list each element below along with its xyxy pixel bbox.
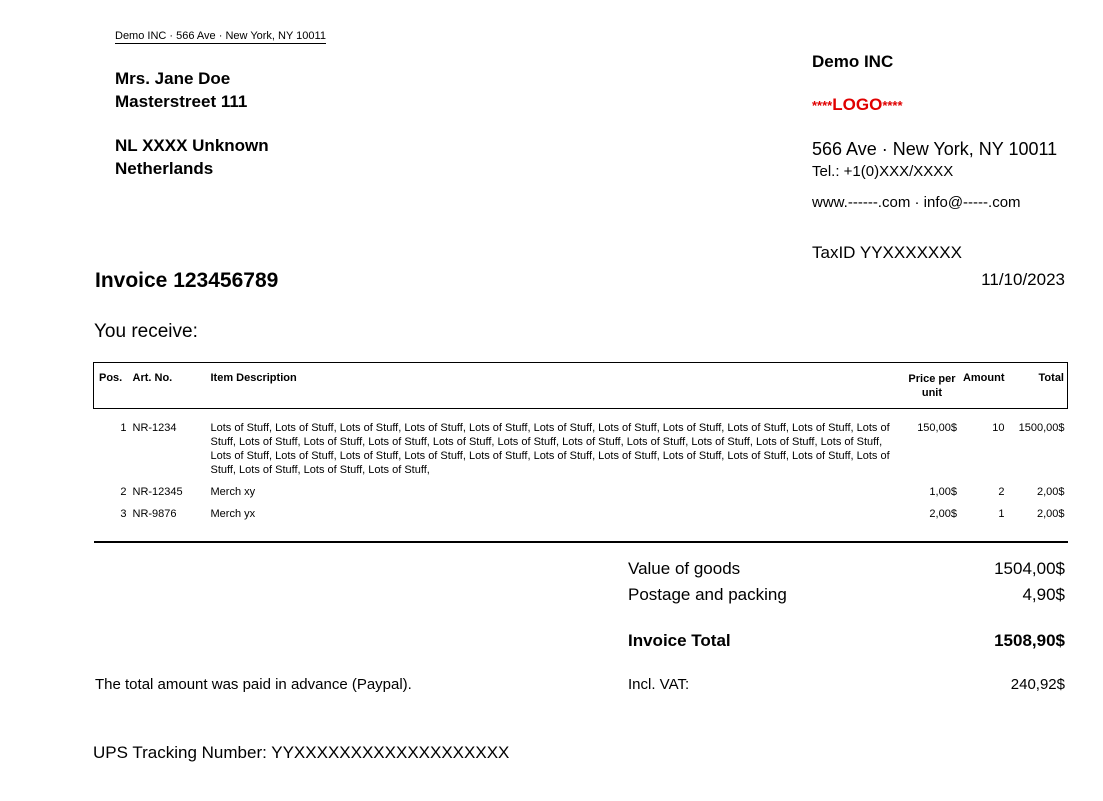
row-description: Merch xy [210, 486, 256, 498]
invoice-title: Invoice 123456789 [95, 269, 279, 292]
company-taxid: TaxID YYXXXXXXX [812, 243, 962, 262]
logo-word: LOGO [832, 95, 883, 114]
row-total: 1500,00$ [1018, 422, 1065, 434]
table-row [94, 477, 1068, 499]
row-amount: 2 [998, 486, 1005, 498]
row-amount: 1 [998, 508, 1005, 520]
recipient-street: Masterstreet 111 [115, 92, 248, 111]
value-of-goods-label: Value of goods [628, 559, 741, 578]
row-art-no: NR-12345 [132, 486, 183, 498]
header-description: Item Description [208, 363, 904, 409]
header-pos: Pos. [94, 363, 130, 409]
recipient-name: Mrs. Jane Doe [115, 69, 231, 88]
row-price: 1,00$ [929, 486, 957, 498]
recipient-city: NL XXXX Unknown [115, 136, 269, 155]
items-table [93, 362, 1068, 543]
invoice-total-label: Invoice Total [628, 631, 731, 650]
table-header-row [94, 363, 1068, 409]
table-bottom-rule [94, 542, 1068, 543]
postage-value: 4,90$ [1022, 585, 1065, 604]
table-row [94, 499, 1068, 542]
row-price: 150,00$ [917, 422, 957, 434]
company-name: Demo INC [812, 52, 894, 71]
row-description: Lots of Stuff, Lots of Stuff, Lots of Stuff, Lots of Stuff, Lots of Stuff, Lots of Stuff, Lots of Stuff, Lots of Stuff, Lots of Stuff, Lots of Stuff, Lots of Stuff, Lots of Stuff, Lots of Stuff, Lots of Stuff, Lots of Stuff, Lots of Stuff, Lots of Stuff, Lots of Stuff, Lots of Stuff, Lots of Stuff, Lots of Stuff, Lots of Stuff, Lots of Stuff, Lots of Stuff, Lots of Stuff, Lots of Stuff, Lots of Stuff, Lots of Stuff, Lots of Stuff, Lots of Stuff, Lots of Stuff, Lots of Stuff, Lots of Stuff, Lots of Stuff, Lots of Stuff, [210, 422, 890, 476]
row-pos: 1 [120, 422, 127, 434]
table-row [94, 409, 1068, 478]
tracking-number: UPS Tracking Number: YYXXXXXXXXXXXXXXXXXXX [93, 743, 510, 762]
recipient-country: Netherlands [115, 159, 214, 178]
row-pos: 2 [120, 486, 127, 498]
header-amount: Amount [960, 363, 1008, 409]
invoice-total-value: 1508,90$ [994, 631, 1065, 650]
vat-value: 240,92$ [1010, 676, 1065, 693]
postage-label: Postage and packing [628, 585, 787, 604]
you-receive-label: You receive: [94, 321, 198, 342]
value-of-goods-value: 1504,00$ [994, 559, 1065, 578]
company-tel: Tel.: +1(0)XXX/XXXX [812, 163, 954, 180]
row-total: 2,00$ [1036, 486, 1065, 498]
vat-label: Incl. VAT: [628, 676, 690, 693]
row-art-no: NR-9876 [132, 508, 177, 520]
row-total: 2,00$ [1036, 508, 1065, 520]
logo-stars-left: **** [812, 98, 833, 113]
row-pos: 3 [120, 508, 127, 520]
company-logo [812, 95, 903, 115]
invoice-date: 11/10/2023 [981, 270, 1065, 289]
row-description: Merch yx [210, 508, 256, 520]
sender-line: Demo INC · 566 Ave · New York, NY 10011 [115, 30, 326, 42]
row-art-no: NR-1234 [132, 422, 177, 434]
header-price-per-unit: Price per unit [904, 363, 960, 409]
logo-stars-right: **** [882, 98, 903, 113]
company-web: www.------.com · info@-----.com [812, 194, 1021, 211]
row-price: 2,00$ [929, 508, 957, 520]
payment-note: The total amount was paid in advance (Paypal). [95, 676, 412, 693]
header-total: Total [1008, 363, 1068, 409]
row-amount: 10 [992, 422, 1005, 434]
company-address: 566 Ave · New York, NY 10011 [812, 139, 1058, 159]
header-art-no: Art. No. [130, 363, 208, 409]
